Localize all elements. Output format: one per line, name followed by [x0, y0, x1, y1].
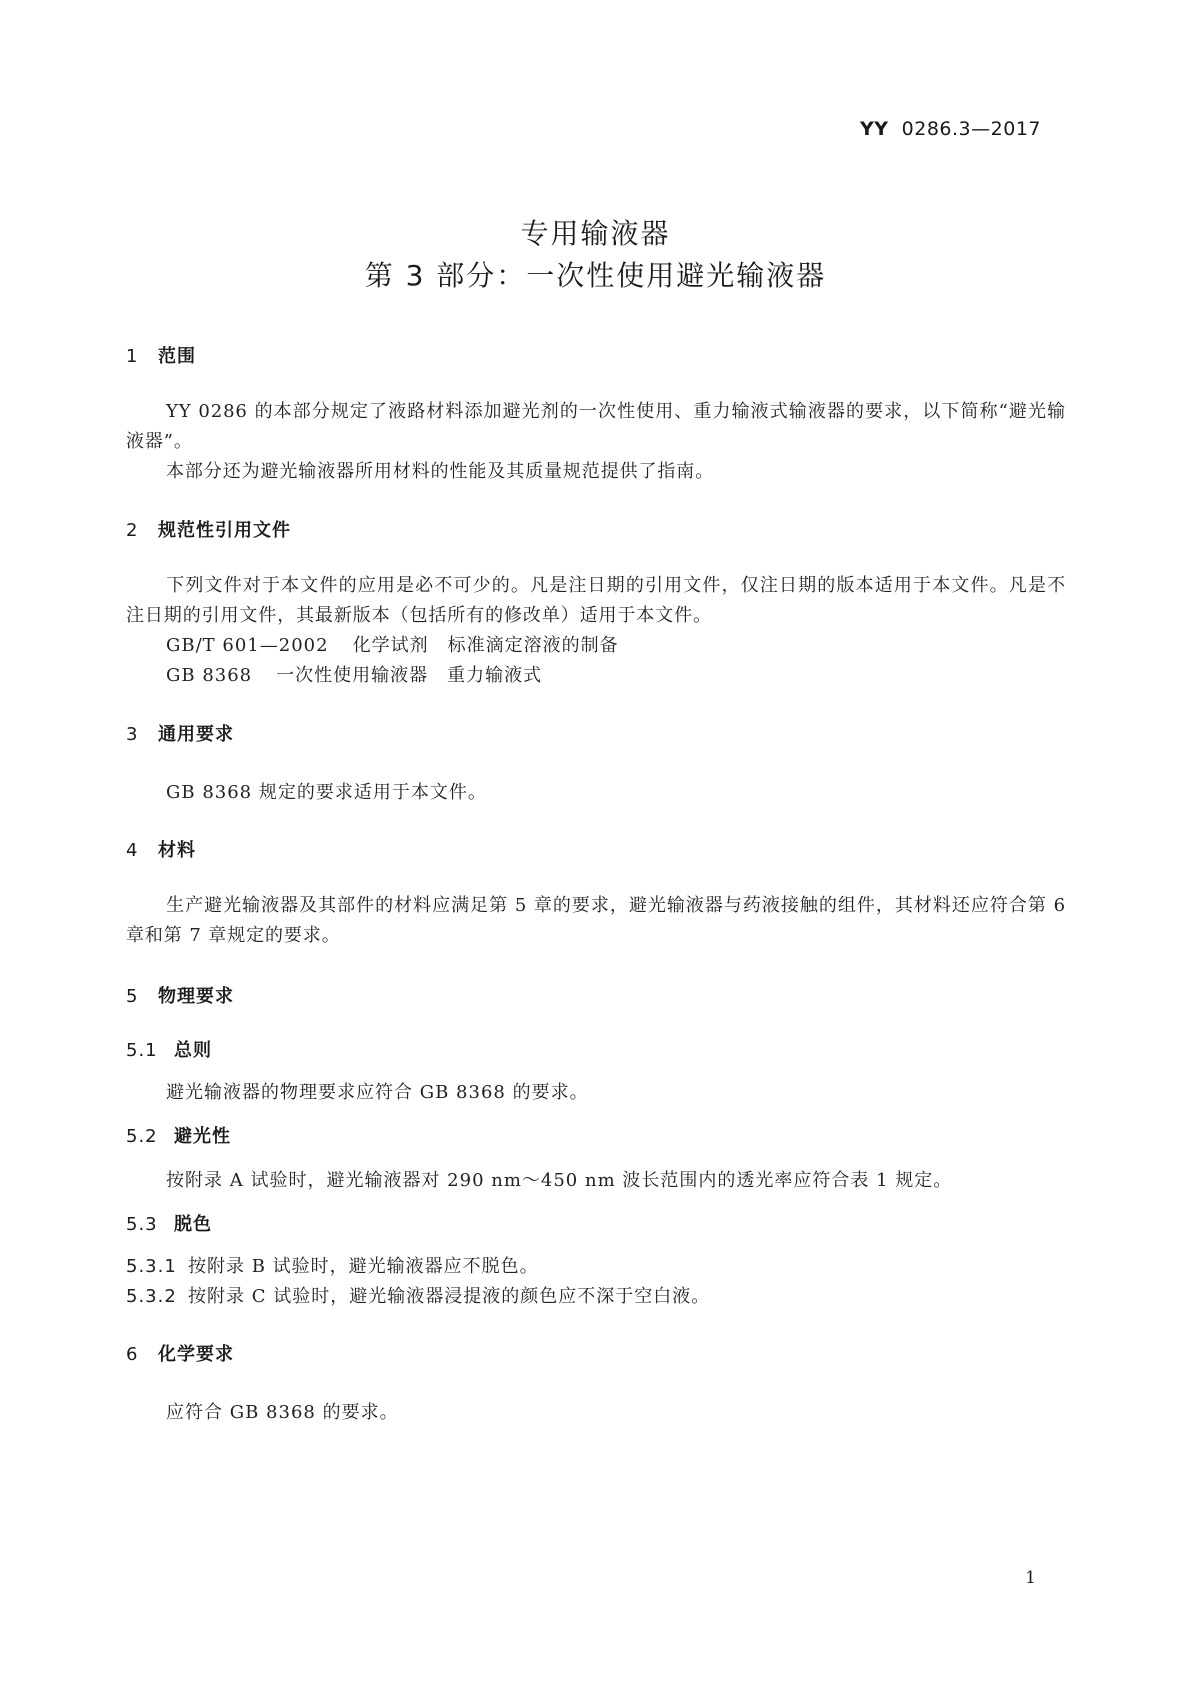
- clause-number: 5.3.2: [126, 1286, 177, 1307]
- section-number: 2: [126, 520, 139, 541]
- subsection-number: 5.3: [126, 1214, 158, 1235]
- section-4-paragraph-1: 生产避光输液器及其部件的材料应满足第 5 章的要求，避光输液器与药液接触的组件，其材料还应符合第 6 章和第 7 章规定的要求。: [126, 895, 1066, 946]
- subsection-title: 脱色: [174, 1214, 212, 1235]
- section-title: 化学要求: [158, 1344, 234, 1365]
- subsection-5-1-heading: [126, 1036, 212, 1062]
- clause-5-3-2: [126, 1282, 710, 1308]
- section-6-heading: [126, 1340, 234, 1366]
- section-number: 4: [126, 840, 139, 861]
- subsection-5-2-paragraph: 按附录 A 试验时，避光输液器对 290 nm～450 nm 波长范围内的透光率应符合表 1 规定。: [166, 1170, 953, 1191]
- subsection-5-1-paragraph: 避光输液器的物理要求应符合 GB 8368 的要求。: [166, 1082, 589, 1103]
- clause-text: 按附录 B 试验时，避光输液器应不脱色。: [188, 1256, 539, 1277]
- section-title: 范围: [158, 346, 196, 367]
- title-line-2: 第 3 部分：一次性使用避光输液器: [364, 259, 827, 292]
- subsection-title: 避光性: [174, 1126, 231, 1147]
- section-6-paragraph-1: 应符合 GB 8368 的要求。: [166, 1402, 399, 1423]
- section-title: 规范性引用文件: [158, 520, 291, 541]
- reference-code: GB 8368: [166, 665, 253, 686]
- section-5-heading: [126, 982, 234, 1008]
- clause-text: 按附录 C 试验时，避光输液器浸提液的颜色应不深于空白液。: [188, 1286, 711, 1307]
- standard-prefix: YY: [860, 118, 889, 140]
- reference-item: [166, 631, 619, 657]
- subsection-title: 总则: [174, 1040, 212, 1061]
- section-number: 1: [126, 346, 139, 367]
- section-1-paragraph-2: 本部分还为避光输液器所用材料的性能及其质量规范提供了指南。: [166, 461, 715, 482]
- section-title: 材料: [158, 840, 196, 861]
- subsection-5-2-heading: [126, 1122, 231, 1148]
- standard-number: 0286.3—2017: [901, 118, 1041, 140]
- section-4-heading: [126, 836, 196, 862]
- section-2-paragraph-1: 下列文件对于本文件的应用是必不可少的。凡是注日期的引用文件，仅注日期的版本适用于本文件。凡是不注日期的引用文件，其最新版本（包括所有的修改单）适用于本文件。: [126, 575, 1066, 626]
- clause-number: 5.3.1: [126, 1256, 177, 1277]
- section-2-heading: [126, 516, 291, 542]
- section-number: 3: [126, 724, 139, 745]
- reference-title: 一次性使用输液器 重力输液式: [276, 665, 543, 686]
- subsection-number: 5.2: [126, 1126, 158, 1147]
- section-number: 5: [126, 986, 139, 1007]
- subsection-5-3-heading: [126, 1210, 212, 1236]
- standard-code: [860, 118, 1041, 140]
- reference-title: 化学试剂 标准滴定溶液的制备: [352, 635, 619, 656]
- page-number: 1: [1025, 1568, 1036, 1588]
- section-1-paragraph-1: YY 0286 的本部分规定了液路材料添加避光剂的一次性使用、重力输液式输液器的要求，以下简称“避光输液器”。: [126, 401, 1066, 452]
- section-1-heading: [126, 342, 196, 368]
- subsection-number: 5.1: [126, 1040, 158, 1061]
- section-title: 通用要求: [158, 724, 234, 745]
- section-title: 物理要求: [158, 986, 234, 1007]
- section-3-paragraph-1: GB 8368 规定的要求适用于本文件。: [166, 782, 487, 803]
- title-line-1: 专用输液器: [520, 217, 671, 250]
- section-number: 6: [126, 1344, 139, 1365]
- reference-item: [166, 661, 542, 687]
- section-3-heading: [126, 720, 234, 746]
- clause-5-3-1: [126, 1252, 539, 1278]
- reference-code: GB/T 601—2002: [166, 635, 329, 656]
